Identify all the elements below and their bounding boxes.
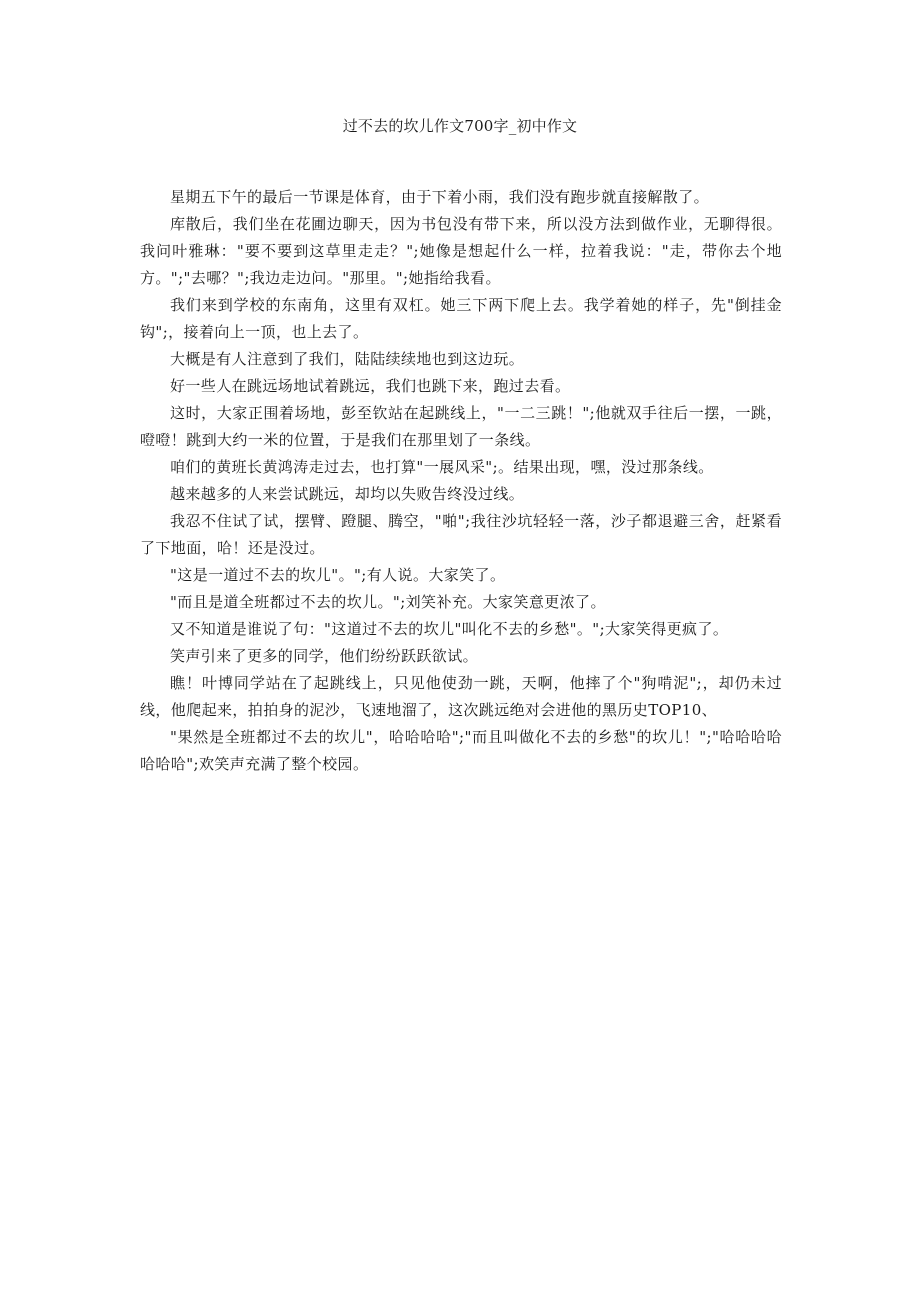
paragraph: "这是一道过不去的坎儿"。";有人说。大家笑了。 — [170, 566, 506, 584]
paragraph: "果然是全班都过不去的坎儿"，哈哈哈哈";"而且叫做化不去的乡愁"的坎儿！";"哈哈哈哈哈哈哈";欢笑声充满了整个校园。 — [140, 728, 782, 773]
paragraph: 库散后，我们坐在花圃边聊天，因为书包没有带下来，所以没方法到做作业，无聊得很。我问叶雅琳："要不要到这草里走走？";她像是想起什么一样，拉着我说："走，带你去个地方。";"去哪？";我边走边问。"那里。";她指给我看。 — [140, 215, 782, 287]
paragraph: 我忍不住试了试，摆臂、蹬腿、腾空，"啪";我往沙坑轻轻一落，沙子都退避三舍，赶紧看了下地面，哈！还是没过。 — [140, 512, 782, 557]
paragraph: "而且是道全班都过不去的坎儿。";刘笑补充。大家笑意更浓了。 — [170, 593, 606, 611]
document-title: 过不去的坎儿作文700字_初中作文 — [342, 117, 578, 135]
paragraph: 瞧！叶博同学站在了起跳线上，只见他使劲一跳，天啊，他摔了个"狗啃泥";，却仍未过线，他爬起来，拍拍身的泥沙，飞速地溜了，这次跳远绝对会进他的黑历史TOP10、 — [140, 674, 782, 719]
paragraph: 笑声引来了更多的同学，他们纷纷跃跃欲试。 — [170, 647, 479, 665]
paragraph: 越来越多的人来尝试跳远，却均以失败告终没过线。 — [170, 485, 525, 503]
paragraph: 星期五下午的最后一节课是体育，由于下着小雨，我们没有跑步就直接解散了。 — [170, 188, 710, 206]
paragraph: 大概是有人注意到了我们，陆陆续续地也到这边玩。 — [170, 350, 525, 368]
paragraph: 这时，大家正围着场地，彭至钦站在起跳线上，"一二三跳！";他就双手往后一摆，一跳，噔噔！跳到大约一米的位置，于是我们在那里划了一条线。 — [140, 404, 782, 449]
paragraph: 好一些人在跳远场地试着跳远，我们也跳下来，跑过去看。 — [170, 377, 571, 395]
document-body — [140, 184, 782, 778]
paragraph: 我们来到学校的东南角，这里有双杠。她三下两下爬上去。我学着她的样子，先"倒挂金钩";，接着向上一顶，也上去了。 — [140, 296, 782, 341]
paragraph: 又不知道是谁说了句："这道过不去的坎儿"叫化不去的乡愁"。";大家笑得更疯了。 — [170, 620, 729, 638]
paragraph: 咱们的黄班长黄鸿涛走过去，也打算"一展风采";。结果出现，嘿，没过那条线。 — [170, 458, 714, 476]
